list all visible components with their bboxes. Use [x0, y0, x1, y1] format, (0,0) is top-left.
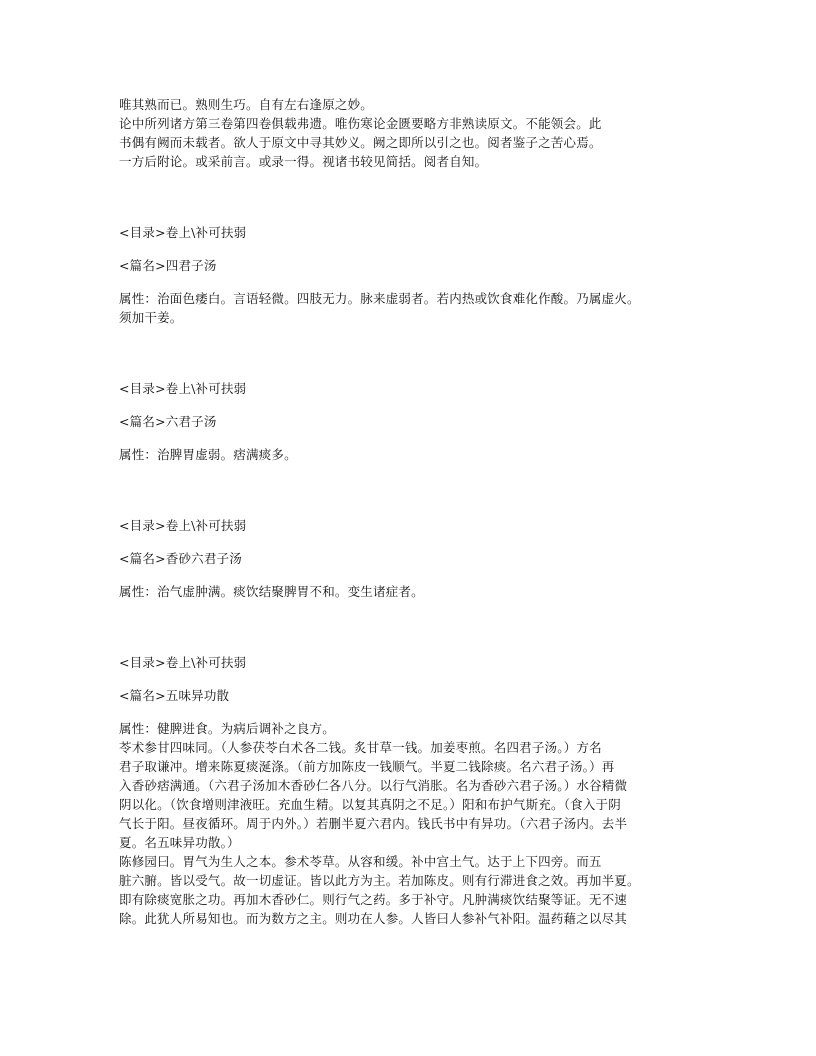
body-line: 属性：健脾进食。为病后调补之良方。 — [119, 721, 335, 736]
entry-section — [119, 516, 699, 601]
intro-paragraph — [119, 95, 699, 171]
intro-line: 唯其熟而已。熟则生巧。自有左右逢原之妙。 — [119, 97, 374, 112]
intro-line: 一方后附论。或采前言。或录一得。视诸书较见简括。阅者自知。 — [119, 154, 488, 169]
body-line: 属性：治气虚肿满。痰饮结聚脾胃不和。变生诸症者。 — [119, 584, 424, 599]
body-line: 君子取谦冲。增来陈夏痰涎涤。（前方加陈皮一钱顺气。半夏二钱除痰。名六君子汤。）再 — [119, 759, 615, 774]
catalog-heading: <目录>卷上\补可扶弱 — [119, 381, 247, 396]
body-line: 脏六腑。皆以受气。故一切虚证。皆以此方为主。若加陈皮。则有行滞进食之效。再加半夏。 — [119, 873, 640, 888]
catalog-heading: <目录>卷上\补可扶弱 — [119, 225, 247, 240]
body-line: 属性：治脾胃虚弱。痞满痰多。 — [119, 447, 297, 462]
entry-section — [119, 223, 699, 327]
chapter-title: <篇名>香砂六君子汤 — [119, 551, 242, 566]
body-line: 入香砂痞满通。（六君子汤加木香砂仁各八分。以行气消胀。名为香砂六君子汤。）水谷精微 — [119, 778, 628, 793]
body-line: 除。此犹人所易知也。而为数方之主。则功在人参。人皆曰人参补气补阳。温药藉之以尽其 — [119, 911, 628, 926]
body-line: 须加干姜。 — [119, 310, 183, 325]
entry-section — [119, 379, 699, 464]
body-line: 属性：治面色痿白。言语轻微。四肢无力。脉来虚弱者。若内热或饮食难化作酸。乃属虚火。 — [119, 291, 640, 306]
body-line: 陈修园曰。胃气为生人之本。参术苓草。从容和缓。补中宫土气。达于上下四旁。而五 — [119, 854, 602, 869]
entry-section — [119, 653, 699, 928]
body-line: 即有除痰宽胀之功。再加木香砂仁。则行气之药。多于补守。凡肿满痰饮结聚等证。无不速 — [119, 892, 628, 907]
intro-line: 论中所列诸方第三卷第四卷俱载弗遗。唯伤寒论金匮要略方非熟读原文。不能领会。此 — [119, 116, 602, 131]
body-line: 苓术参甘四味同。（人参茯苓白术各二钱。炙甘草一钱。加姜枣煎。名四君子汤。）方名 — [119, 740, 602, 755]
catalog-heading: <目录>卷上\补可扶弱 — [119, 518, 247, 533]
document-page — [119, 95, 699, 928]
chapter-title: <篇名>五味异功散 — [119, 688, 230, 703]
catalog-heading: <目录>卷上\补可扶弱 — [119, 655, 247, 670]
body-line: 气长于阳。昼夜循环。周于内外。）若删半夏六君内。钱氏书中有异功。（六君子汤内。去半 — [119, 816, 628, 831]
body-line: 夏。名五味异功散。） — [119, 835, 240, 850]
body-line: 阴以化。（饮食增则津液旺。充血生精。以复其真阴之不足。）阳和布护气斯充。（食入于阴 — [119, 797, 621, 812]
intro-line: 书偶有阙而未载者。欲人于原文中寻其妙义。阙之即所以引之也。阅者鉴子之苦心焉。 — [119, 135, 602, 150]
chapter-title: <篇名>六君子汤 — [119, 414, 217, 429]
chapter-title: <篇名>四君子汤 — [119, 258, 217, 273]
